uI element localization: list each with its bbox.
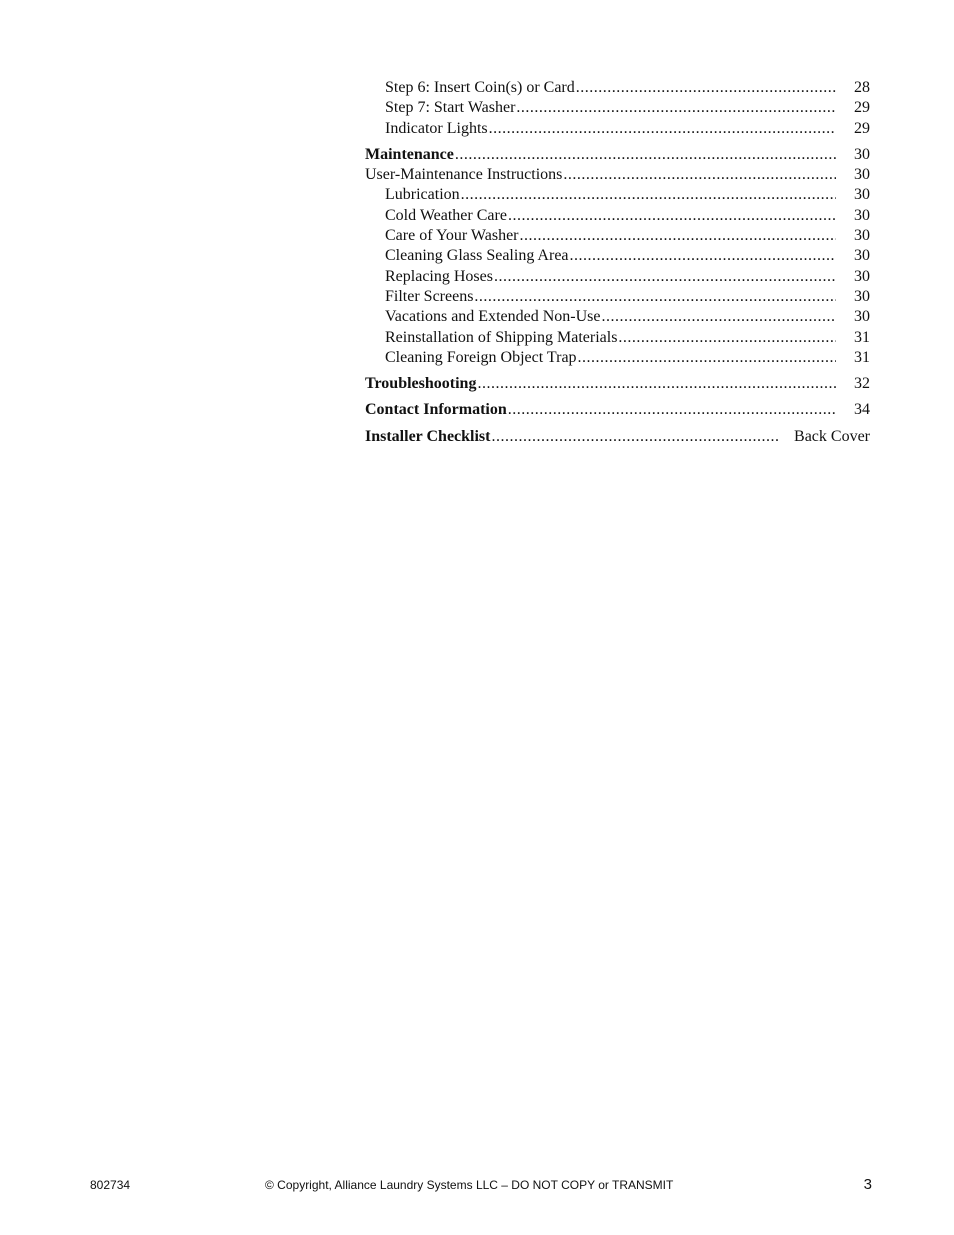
toc-entry-user-maintenance-instructions[interactable]	[365, 165, 870, 185]
toc-entry-page: 30	[854, 287, 870, 305]
toc-entry-cleaning-glass-sealing-area[interactable]	[365, 246, 870, 266]
toc-entry-replacing-hoses[interactable]	[365, 267, 870, 287]
toc-entry-page: 31	[854, 328, 870, 346]
toc-entry-title: Filter Screens	[385, 287, 474, 305]
toc-entry-vacations-and-extended-non-use[interactable]	[365, 307, 870, 327]
toc-entry-title: Replacing Hoses	[385, 267, 493, 285]
toc-entry-page: Back Cover	[794, 427, 870, 445]
page-number: 3	[863, 1176, 872, 1193]
toc-entry-step-6[interactable]	[365, 78, 870, 98]
toc-dot-leader	[576, 78, 836, 98]
toc-entry-page: 31	[854, 348, 870, 366]
toc-entry-page: 34	[854, 401, 870, 419]
toc-dot-leader	[508, 206, 836, 226]
toc-dot-leader	[570, 246, 836, 266]
toc-entry-cleaning-foreign-object-trap[interactable]	[365, 348, 870, 368]
toc-entry-page: 29	[854, 119, 870, 137]
toc-entry-page: 30	[854, 166, 870, 184]
toc-entry-title: Step 6: Insert Coin(s) or Card	[385, 79, 575, 96]
toc-entry-page: 30	[854, 206, 870, 224]
toc-entry-page: 29	[854, 99, 870, 117]
toc-entry-installer-checklist[interactable]	[365, 427, 870, 447]
toc-entry-troubleshooting[interactable]	[365, 374, 870, 394]
toc-dot-leader	[618, 328, 836, 348]
toc-dot-leader	[508, 400, 836, 420]
toc-entry-filter-screens[interactable]	[365, 287, 870, 307]
toc-entry-title: Cold Weather Care	[385, 206, 507, 224]
toc-dot-leader	[602, 307, 837, 327]
toc-entry-indicator-lights[interactable]	[365, 119, 870, 139]
document-number: 802734	[90, 1178, 131, 1192]
copyright-notice: © Copyright, Alliance Laundry Systems LLC – DO NOT COPY or TRANSMIT	[265, 1178, 674, 1192]
toc-entry-title: Reinstallation of Shipping Materials	[385, 328, 618, 346]
toc-entry-title: Troubleshooting	[365, 375, 477, 393]
toc-entry-page: 28	[854, 79, 870, 96]
toc-entry-page: 30	[854, 247, 870, 265]
toc-entry-title: Installer Checklist	[365, 427, 491, 445]
toc-dot-leader	[516, 98, 836, 118]
toc-dot-leader	[461, 185, 836, 205]
toc-entry-lubrication[interactable]	[365, 185, 870, 205]
toc-entry-title: Contact Information	[365, 401, 507, 419]
toc-dot-leader	[563, 165, 836, 185]
toc-dot-leader	[520, 226, 836, 246]
toc-entry-title: Cleaning Glass Sealing Area	[385, 247, 569, 265]
toc-entry-title: Step 7: Start Washer	[385, 99, 516, 117]
toc-entry-title: Lubrication	[385, 186, 460, 204]
toc-dot-leader	[474, 287, 836, 307]
toc-entry-cold-weather-care[interactable]	[365, 206, 870, 226]
table-of-contents	[365, 78, 870, 447]
toc-entry-page: 30	[854, 308, 870, 326]
toc-entry-reinstallation-of-shipping-materials[interactable]	[365, 328, 870, 348]
toc-dot-leader	[489, 119, 836, 139]
toc-entry-maintenance[interactable]	[365, 145, 870, 165]
toc-dot-leader	[455, 145, 836, 165]
toc-entry-contact-information[interactable]	[365, 400, 870, 420]
toc-entry-title: Care of Your Washer	[385, 227, 519, 245]
toc-dot-leader	[477, 374, 836, 394]
toc-entry-page: 32	[854, 375, 870, 393]
toc-entry-page: 30	[854, 227, 870, 245]
toc-entry-care-of-your-washer[interactable]	[365, 226, 870, 246]
toc-dot-leader	[491, 427, 778, 447]
toc-entry-page: 30	[854, 186, 870, 204]
toc-entry-title: Maintenance	[365, 145, 454, 163]
toc-dot-leader	[494, 267, 836, 287]
toc-entry-title: User-Maintenance Instructions	[365, 166, 563, 184]
toc-entry-step-7[interactable]	[365, 98, 870, 118]
toc-dot-leader	[578, 348, 836, 368]
toc-entry-page: 30	[854, 267, 870, 285]
toc-entry-title: Indicator Lights	[385, 119, 488, 137]
toc-entry-title: Cleaning Foreign Object Trap	[385, 348, 577, 366]
toc-entry-page: 30	[854, 145, 870, 163]
toc-entry-title: Vacations and Extended Non-Use	[385, 308, 601, 326]
